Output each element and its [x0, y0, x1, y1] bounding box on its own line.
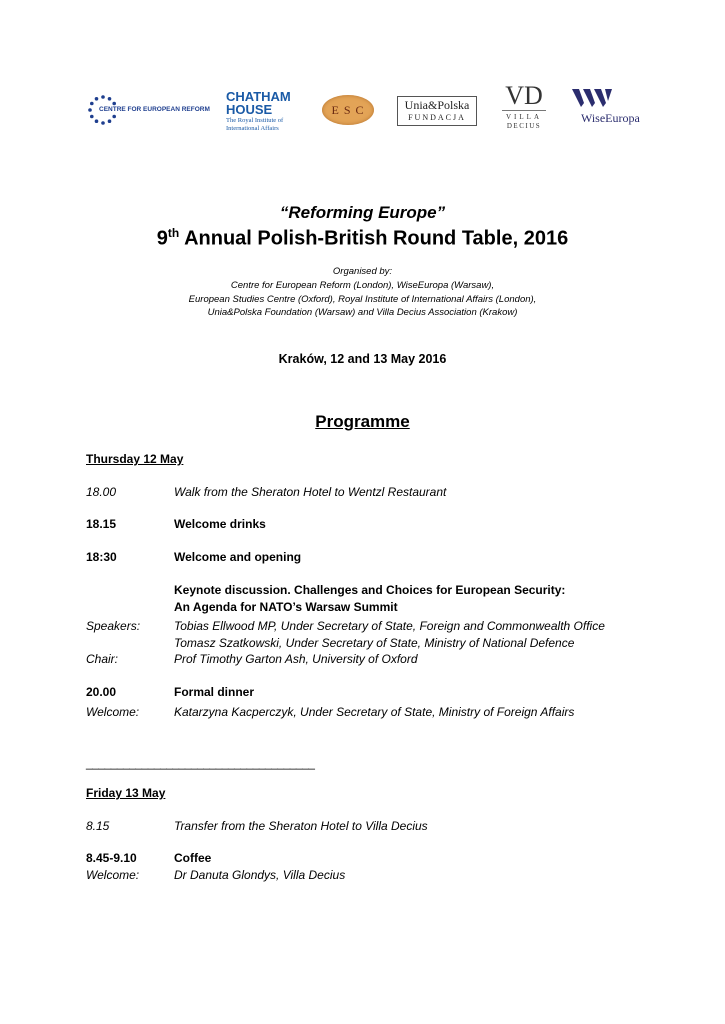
title-superscript: th [167, 226, 180, 240]
dinner-time: 20.00 [86, 685, 117, 699]
speaker-1: Tobias Ellwood MP, Under Secretary of State, Foreign and Commonwealth Office [174, 619, 605, 633]
location-date: Kraków, 12 and 13 May 2016 [278, 352, 447, 366]
organisers-line-2: European Studies Centre (Oxford), Royal Institute of International Affairs (London), [188, 294, 537, 305]
organisers-line-3: Unia&Polska Foundation (Warsaw) and Villa Decius Association (Krakow) [207, 307, 518, 318]
villa-decius-line2: DECIUS [506, 122, 542, 130]
villa-decius-mark: VD [502, 82, 546, 111]
chatham-house-logo [226, 90, 298, 134]
wiseeuropa-mark-icon [572, 89, 612, 107]
keynote-line-1: Keynote discussion. Challenges and Choices for European Security: [174, 583, 566, 597]
unia-bottom: FUNDACJA [408, 113, 466, 122]
thursday-time-3: 18:30 [86, 550, 117, 564]
friday-coffee-event: Coffee [174, 851, 212, 865]
thursday-time-1: 18.00 [86, 485, 117, 499]
wiseeuropa-text: WiseEuropa [581, 111, 640, 125]
thursday-event-2: Welcome drinks [174, 517, 266, 531]
thursday-event-3: Welcome and opening [174, 550, 302, 564]
dinner-event: Formal dinner [174, 685, 255, 699]
thursday-welcome-speaker: Katarzyna Kacperczyk, Under Secretary of State, Ministry of Foreign Affairs [174, 705, 575, 719]
chatham-line1: CHATHAM [226, 89, 291, 104]
keynote-line-2: An Agenda for NATO’s Warsaw Summit [174, 600, 398, 614]
unia-polska-logo [397, 96, 477, 126]
thursday-time-2: 18.15 [86, 517, 117, 531]
esc-logo [322, 95, 374, 125]
villa-decius-line1: VILLA [506, 113, 542, 121]
villa-decius-logo [500, 81, 548, 132]
speakers-label: Speakers: [86, 619, 141, 633]
chair-label: Chair: [86, 652, 119, 666]
chair-name: Prof Timothy Garton Ash, University of Oxford [174, 652, 418, 666]
friday-transfer-time: 8.15 [86, 819, 110, 833]
chatham-sub1: The Royal Institute of [226, 117, 284, 124]
friday-coffee-time: 8.45-9.10 [86, 851, 137, 865]
friday-welcome-speaker: Dr Danuta Glondys, Villa Decius [174, 868, 346, 882]
cer-logo [86, 93, 210, 127]
wiseeuropa-logo [570, 89, 650, 129]
page-title [0, 226, 725, 251]
cer-logo-text: CENTRE FOR EUROPEAN REFORM [99, 106, 210, 113]
chatham-sub2: International Affairs [226, 125, 279, 132]
separator-line: _____________________________________ [86, 756, 315, 770]
thursday-event-1: Walk from the Sheraton Hotel to Wentzl Restaurant [174, 485, 447, 499]
thursday-welcome-label: Welcome: [86, 705, 140, 719]
speaker-2: Tomasz Szatkowski, Under Secretary of State, Ministry of National Defence [174, 636, 575, 650]
friday-welcome-label: Welcome: [86, 868, 140, 882]
friday-heading: Friday 13 May [86, 786, 166, 800]
programme-title: Programme [315, 412, 410, 431]
organised-label: Organised by: [332, 266, 393, 277]
esc-logo-text: E S C [331, 103, 365, 117]
title-rest: Annual Polish-British Round Table, 2016 [179, 227, 569, 250]
thursday-heading: Thursday 12 May [86, 452, 184, 466]
unia-top: Unia&Polska [404, 98, 470, 112]
chatham-line2: HOUSE [226, 102, 273, 117]
organisers-line-1: Centre for European Reform (London), WiseEuropa (Warsaw), [230, 280, 495, 291]
subtitle: “Reforming Europe” [279, 203, 446, 222]
friday-transfer-event: Transfer from the Sheraton Hotel to Villa Decius [174, 819, 428, 833]
title-number: 9 [156, 227, 168, 250]
